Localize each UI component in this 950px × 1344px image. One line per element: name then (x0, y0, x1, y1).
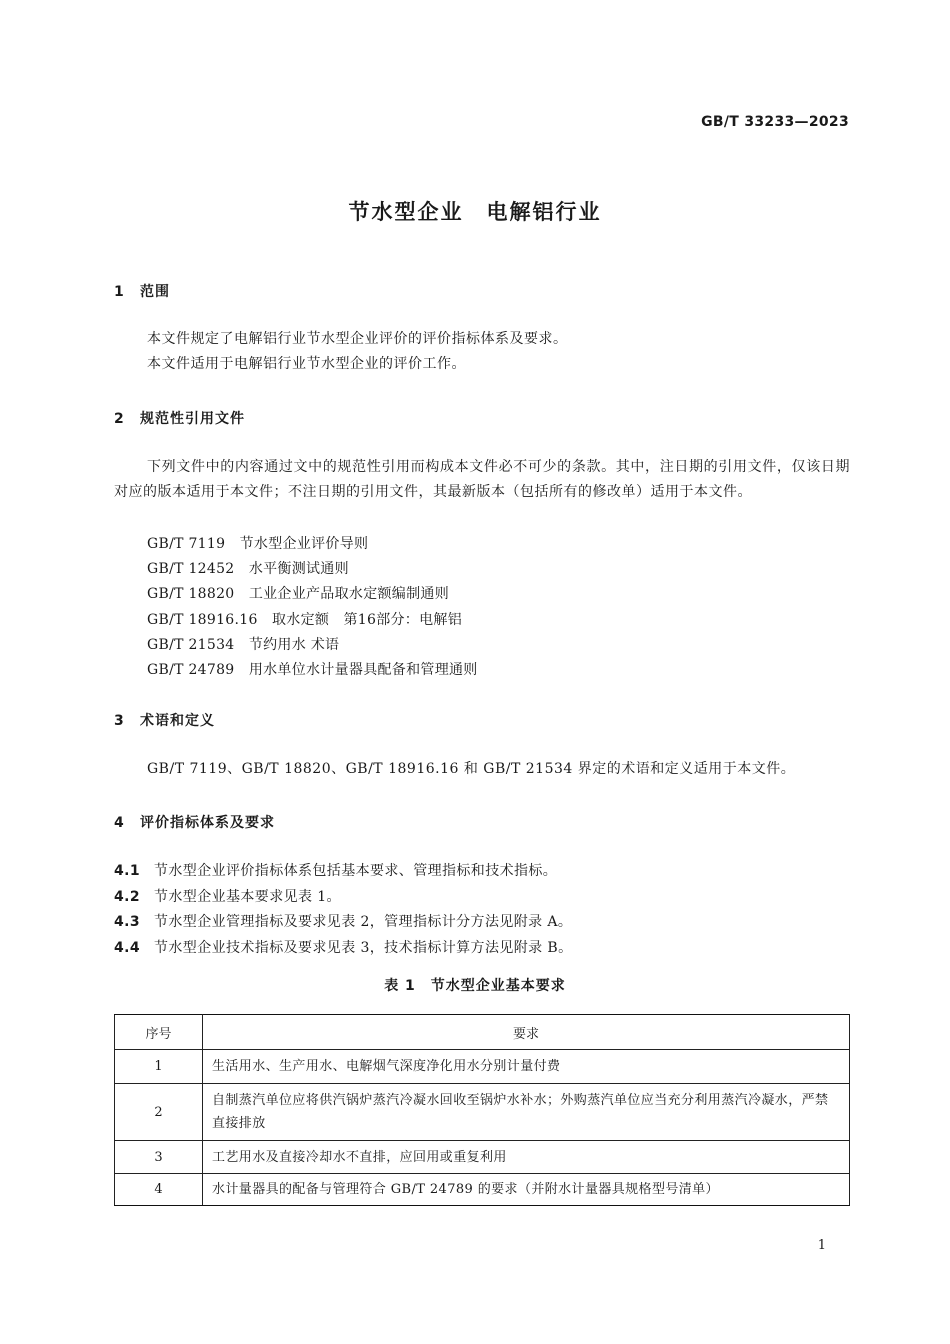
document-title: 节水型企业 电解铝行业 (348, 200, 602, 224)
clause-text: 节水型企业管理指标及要求见表 2，管理指标计分方法见附录 A。 (154, 914, 573, 930)
row-number: 3 (115, 1141, 203, 1174)
clause-number: 4.2 (114, 889, 141, 905)
reference-item: GB/T 18916.16 取水定额 第16部分：电解铝 (147, 612, 462, 628)
clause-4-1 (114, 860, 557, 880)
row-number: 2 (115, 1084, 203, 1141)
scope-paragraph: 本文件适用于电解铝行业节水型企业的评价工作。 (147, 356, 466, 372)
section-number: 1 (114, 284, 125, 300)
section-heading-normative-references (114, 408, 245, 428)
row-requirement: 工艺用水及直接冷却水不直排，应回用或重复利用 (203, 1141, 850, 1174)
table-title: 表 1 节水型企业基本要求 (384, 978, 566, 994)
clause-4-2 (114, 886, 341, 906)
row-requirement: 自制蒸汽单位应将供汽锅炉蒸汽冷凝水回收至锅炉水补水；外购蒸汽单位应当充分利用蒸汽冷凝水，严禁直接排放 (203, 1084, 850, 1141)
reference-item: GB/T 21534 节约用水 术语 (147, 637, 340, 653)
section-heading-evaluation (114, 812, 275, 832)
row-requirement: 生活用水、生产用水、电解烟气深度净化用水分别计量付费 (203, 1050, 850, 1084)
section-number: 2 (114, 411, 125, 427)
section-title: 规范性引用文件 (140, 411, 245, 427)
terms-paragraph: GB/T 7119、GB/T 18820、GB/T 18916.16 和 GB/T 21534 界定的术语和定义适用于本文件。 (147, 761, 796, 777)
section-number: 3 (114, 713, 125, 729)
table-header-row (115, 1015, 850, 1050)
clause-text: 节水型企业基本要求见表 1。 (154, 889, 341, 905)
table-row (115, 1084, 850, 1141)
scope-paragraph: 本文件规定了电解铝行业节水型企业评价的评价指标体系及要求。 (147, 331, 568, 347)
table-row (115, 1050, 850, 1084)
clause-text: 节水型企业技术指标及要求见表 3，技术指标计算方法见附录 B。 (154, 940, 573, 956)
section-title: 范围 (140, 284, 170, 300)
page-number: 1 (817, 1238, 826, 1253)
clause-number: 4.3 (114, 914, 141, 930)
section-heading-scope (114, 281, 170, 301)
reference-item: GB/T 24789 用水单位水计量器具配备和管理通则 (147, 662, 478, 678)
clause-4-3 (114, 911, 572, 931)
reference-item: GB/T 7119 节水型企业评价导则 (147, 536, 369, 552)
row-requirement: 水计量器具的配备与管理符合 GB/T 24789 的要求（并附水计量器具规格型号清单） (203, 1174, 850, 1206)
section-title: 术语和定义 (140, 713, 215, 729)
section-number: 4 (114, 815, 125, 831)
references-intro-paragraph: 下列文件中的内容通过文中的规范性引用而构成本文件必不可少的条款。其中，注日期的引用文件，仅该日期对应的版本适用于本文件；不注日期的引用文件，其最新版本（包括所有的修改单）适用于本文件。 (114, 459, 850, 500)
standard-number: GB/T 33233—2023 (701, 114, 849, 130)
section-title: 评价指标体系及要求 (140, 815, 275, 831)
clause-text: 节水型企业评价指标体系包括基本要求、管理指标和技术指标。 (154, 863, 558, 879)
clause-4-4 (114, 937, 573, 957)
row-number: 1 (115, 1050, 203, 1084)
column-header-requirement: 要求 (203, 1015, 850, 1050)
table-row (115, 1174, 850, 1206)
column-header-number: 序号 (115, 1015, 203, 1050)
basic-requirements-table (114, 1014, 850, 1206)
clause-number: 4.1 (114, 863, 141, 879)
section-heading-terms (114, 710, 215, 730)
table-row (115, 1141, 850, 1174)
reference-item: GB/T 18820 工业企业产品取水定额编制通则 (147, 586, 450, 602)
reference-item: GB/T 12452 水平衡测试通则 (147, 561, 349, 577)
clause-number: 4.4 (114, 940, 141, 956)
row-number: 4 (115, 1174, 203, 1206)
